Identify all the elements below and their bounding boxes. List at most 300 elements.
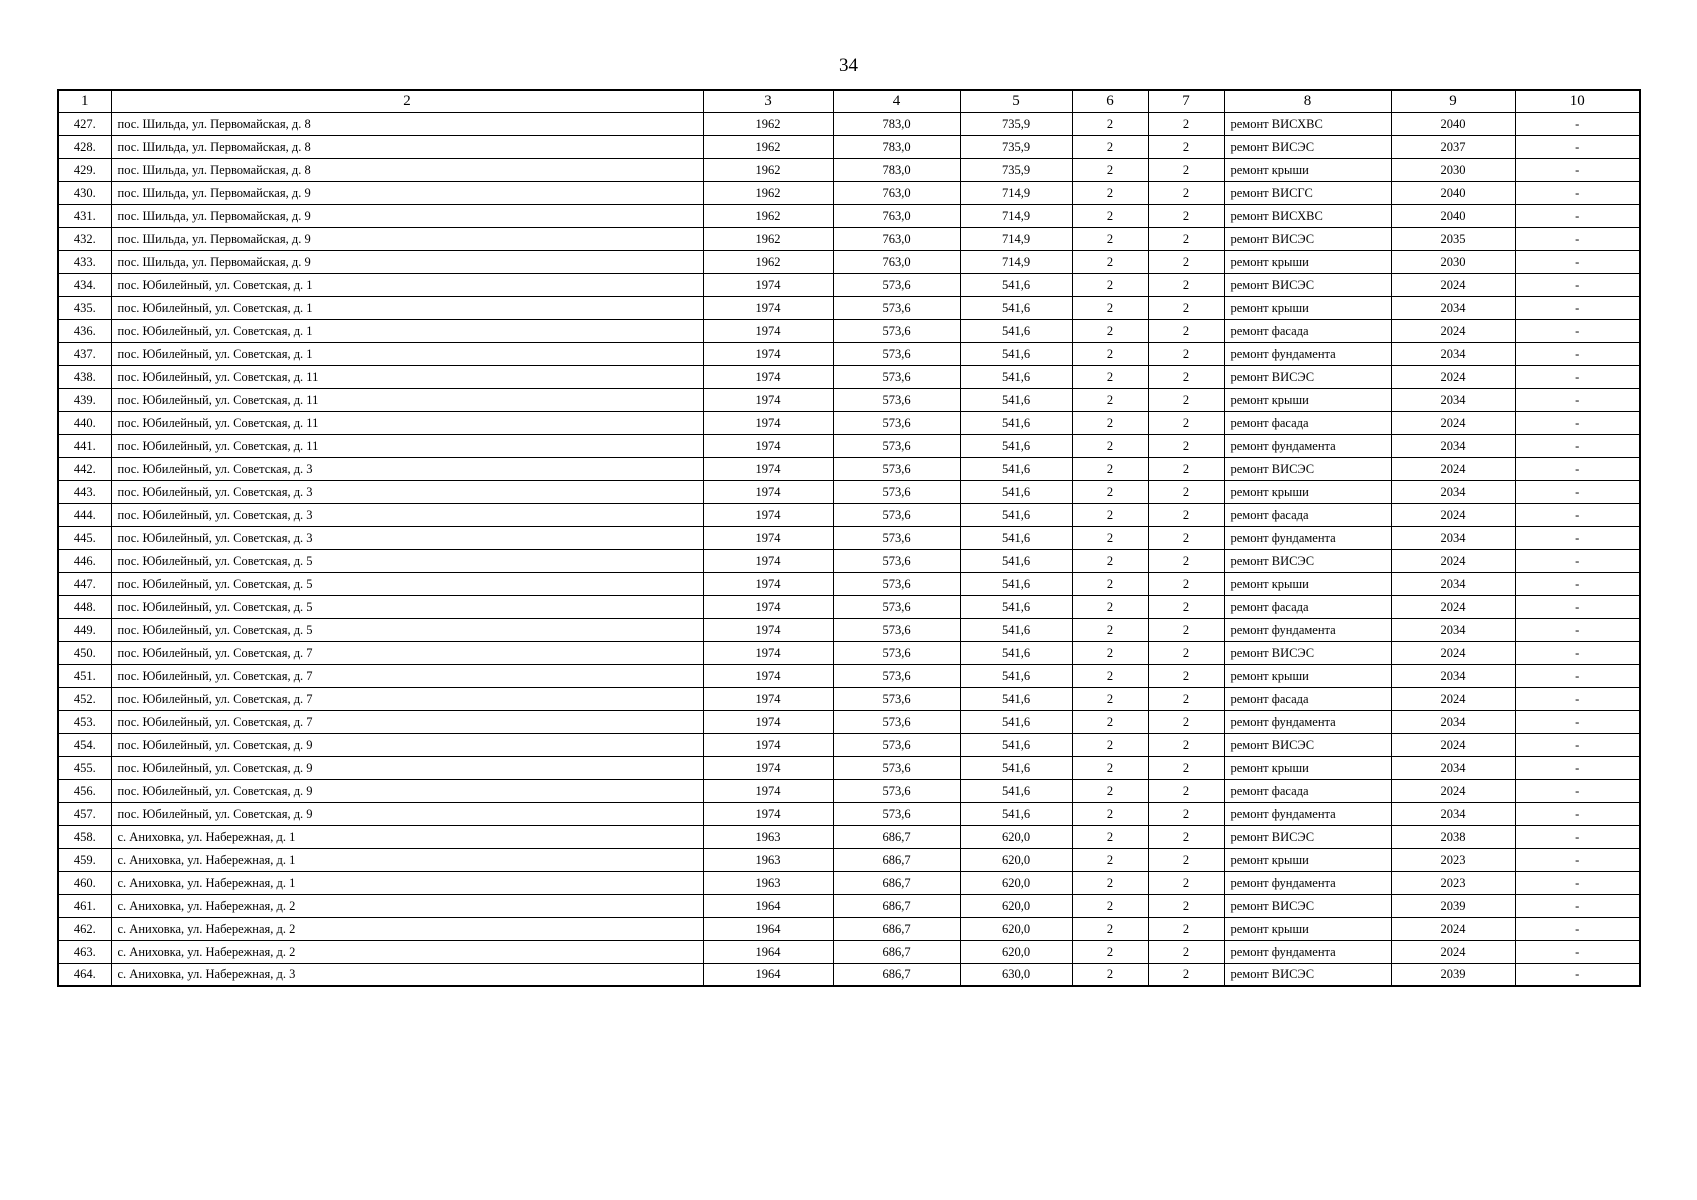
floors-cell: 2 xyxy=(1072,457,1148,480)
planned-year-cell: 2024 xyxy=(1391,503,1515,526)
living-area-cell: 541,6 xyxy=(960,296,1072,319)
entrances-cell: 2 xyxy=(1148,756,1224,779)
year-cell: 1964 xyxy=(703,917,833,940)
year-cell: 1962 xyxy=(703,181,833,204)
note-cell: - xyxy=(1515,457,1640,480)
row-number-cell: 452. xyxy=(58,687,111,710)
total-area-cell: 573,6 xyxy=(833,273,960,296)
living-area-cell: 541,6 xyxy=(960,687,1072,710)
column-header: 3 xyxy=(703,90,833,112)
row-number-cell: 437. xyxy=(58,342,111,365)
floors-cell: 2 xyxy=(1072,181,1148,204)
floors-cell: 2 xyxy=(1072,618,1148,641)
note-cell: - xyxy=(1515,710,1640,733)
table-row xyxy=(58,480,1640,503)
total-area-cell: 573,6 xyxy=(833,664,960,687)
planned-year-cell: 2024 xyxy=(1391,365,1515,388)
work-type-cell: ремонт ВИСЭС xyxy=(1224,227,1391,250)
total-area-cell: 573,6 xyxy=(833,595,960,618)
year-cell: 1974 xyxy=(703,618,833,641)
note-cell: - xyxy=(1515,779,1640,802)
planned-year-cell: 2034 xyxy=(1391,664,1515,687)
total-area-cell: 763,0 xyxy=(833,250,960,273)
year-cell: 1974 xyxy=(703,273,833,296)
note-cell: - xyxy=(1515,802,1640,825)
row-number-cell: 455. xyxy=(58,756,111,779)
living-area-cell: 541,6 xyxy=(960,572,1072,595)
address-cell: пос. Юбилейный, ул. Советская, д. 3 xyxy=(111,503,703,526)
work-type-cell: ремонт фасада xyxy=(1224,503,1391,526)
total-area-cell: 573,6 xyxy=(833,618,960,641)
table-row xyxy=(58,595,1640,618)
floors-cell: 2 xyxy=(1072,549,1148,572)
floors-cell: 2 xyxy=(1072,963,1148,986)
column-header: 7 xyxy=(1148,90,1224,112)
work-type-cell: ремонт ВИСЭС xyxy=(1224,365,1391,388)
note-cell: - xyxy=(1515,917,1640,940)
work-type-cell: ремонт фасада xyxy=(1224,319,1391,342)
address-cell: пос. Юбилейный, ул. Советская, д. 3 xyxy=(111,526,703,549)
address-cell: пос. Юбилейный, ул. Советская, д. 9 xyxy=(111,756,703,779)
planned-year-cell: 2023 xyxy=(1391,871,1515,894)
floors-cell: 2 xyxy=(1072,273,1148,296)
row-number-cell: 461. xyxy=(58,894,111,917)
planned-year-cell: 2024 xyxy=(1391,595,1515,618)
living-area-cell: 541,6 xyxy=(960,388,1072,411)
total-area-cell: 573,6 xyxy=(833,319,960,342)
address-cell: с. Аниховка, ул. Набережная, д. 2 xyxy=(111,894,703,917)
year-cell: 1962 xyxy=(703,158,833,181)
total-area-cell: 573,6 xyxy=(833,411,960,434)
address-cell: пос. Юбилейный, ул. Советская, д. 11 xyxy=(111,411,703,434)
row-number-cell: 439. xyxy=(58,388,111,411)
work-type-cell: ремонт фундамента xyxy=(1224,526,1391,549)
planned-year-cell: 2024 xyxy=(1391,457,1515,480)
work-type-cell: ремонт крыши xyxy=(1224,158,1391,181)
work-type-cell: ремонт фасада xyxy=(1224,687,1391,710)
entrances-cell: 2 xyxy=(1148,296,1224,319)
entrances-cell: 2 xyxy=(1148,273,1224,296)
table-row xyxy=(58,940,1640,963)
note-cell: - xyxy=(1515,296,1640,319)
total-area-cell: 573,6 xyxy=(833,687,960,710)
note-cell: - xyxy=(1515,940,1640,963)
address-cell: пос. Юбилейный, ул. Советская, д. 5 xyxy=(111,618,703,641)
work-type-cell: ремонт ВИСЭС xyxy=(1224,963,1391,986)
work-type-cell: ремонт ВИСЭС xyxy=(1224,641,1391,664)
year-cell: 1974 xyxy=(703,411,833,434)
address-cell: пос. Юбилейный, ул. Советская, д. 7 xyxy=(111,710,703,733)
planned-year-cell: 2038 xyxy=(1391,825,1515,848)
row-number-cell: 463. xyxy=(58,940,111,963)
entrances-cell: 2 xyxy=(1148,549,1224,572)
floors-cell: 2 xyxy=(1072,135,1148,158)
floors-cell: 2 xyxy=(1072,802,1148,825)
entrances-cell: 2 xyxy=(1148,940,1224,963)
work-type-cell: ремонт фундамента xyxy=(1224,434,1391,457)
work-type-cell: ремонт ВИСЭС xyxy=(1224,457,1391,480)
living-area-cell: 541,6 xyxy=(960,779,1072,802)
table-row xyxy=(58,388,1640,411)
living-area-cell: 541,6 xyxy=(960,526,1072,549)
floors-cell: 2 xyxy=(1072,664,1148,687)
entrances-cell: 2 xyxy=(1148,825,1224,848)
note-cell: - xyxy=(1515,273,1640,296)
note-cell: - xyxy=(1515,572,1640,595)
column-header: 5 xyxy=(960,90,1072,112)
entrances-cell: 2 xyxy=(1148,664,1224,687)
living-area-cell: 541,6 xyxy=(960,710,1072,733)
total-area-cell: 783,0 xyxy=(833,158,960,181)
total-area-cell: 686,7 xyxy=(833,894,960,917)
living-area-cell: 541,6 xyxy=(960,733,1072,756)
total-area-cell: 573,6 xyxy=(833,641,960,664)
year-cell: 1974 xyxy=(703,756,833,779)
total-area-cell: 573,6 xyxy=(833,802,960,825)
row-number-cell: 433. xyxy=(58,250,111,273)
row-number-cell: 457. xyxy=(58,802,111,825)
living-area-cell: 541,6 xyxy=(960,457,1072,480)
living-area-cell: 735,9 xyxy=(960,112,1072,135)
column-header: 10 xyxy=(1515,90,1640,112)
table-row xyxy=(58,365,1640,388)
row-number-cell: 462. xyxy=(58,917,111,940)
work-type-cell: ремонт крыши xyxy=(1224,296,1391,319)
row-number-cell: 429. xyxy=(58,158,111,181)
year-cell: 1974 xyxy=(703,434,833,457)
entrances-cell: 2 xyxy=(1148,181,1224,204)
living-area-cell: 620,0 xyxy=(960,894,1072,917)
living-area-cell: 541,6 xyxy=(960,411,1072,434)
living-area-cell: 620,0 xyxy=(960,825,1072,848)
address-cell: пос. Юбилейный, ул. Советская, д. 7 xyxy=(111,687,703,710)
planned-year-cell: 2040 xyxy=(1391,181,1515,204)
table-row xyxy=(58,641,1640,664)
year-cell: 1963 xyxy=(703,825,833,848)
total-area-cell: 783,0 xyxy=(833,135,960,158)
work-type-cell: ремонт фундамента xyxy=(1224,710,1391,733)
planned-year-cell: 2034 xyxy=(1391,710,1515,733)
year-cell: 1964 xyxy=(703,894,833,917)
entrances-cell: 2 xyxy=(1148,894,1224,917)
note-cell: - xyxy=(1515,388,1640,411)
row-number-cell: 445. xyxy=(58,526,111,549)
living-area-cell: 620,0 xyxy=(960,917,1072,940)
total-area-cell: 573,6 xyxy=(833,480,960,503)
address-cell: пос. Юбилейный, ул. Советская, д. 1 xyxy=(111,319,703,342)
planned-year-cell: 2024 xyxy=(1391,411,1515,434)
living-area-cell: 714,9 xyxy=(960,227,1072,250)
row-number-cell: 434. xyxy=(58,273,111,296)
entrances-cell: 2 xyxy=(1148,848,1224,871)
living-area-cell: 541,6 xyxy=(960,342,1072,365)
planned-year-cell: 2024 xyxy=(1391,273,1515,296)
table-row xyxy=(58,112,1640,135)
planned-year-cell: 2039 xyxy=(1391,894,1515,917)
work-type-cell: ремонт ВИСЭС xyxy=(1224,825,1391,848)
work-type-cell: ремонт ВИСЭС xyxy=(1224,549,1391,572)
floors-cell: 2 xyxy=(1072,917,1148,940)
table-row xyxy=(58,526,1640,549)
planned-year-cell: 2034 xyxy=(1391,572,1515,595)
address-cell: пос. Юбилейный, ул. Советская, д. 1 xyxy=(111,296,703,319)
row-number-cell: 430. xyxy=(58,181,111,204)
entrances-cell: 2 xyxy=(1148,963,1224,986)
planned-year-cell: 2034 xyxy=(1391,802,1515,825)
year-cell: 1974 xyxy=(703,595,833,618)
entrances-cell: 2 xyxy=(1148,595,1224,618)
year-cell: 1962 xyxy=(703,112,833,135)
year-cell: 1962 xyxy=(703,204,833,227)
living-area-cell: 714,9 xyxy=(960,181,1072,204)
work-type-cell: ремонт ВИСЭС xyxy=(1224,135,1391,158)
column-header: 1 xyxy=(58,90,111,112)
entrances-cell: 2 xyxy=(1148,802,1224,825)
living-area-cell: 735,9 xyxy=(960,135,1072,158)
work-type-cell: ремонт фундамента xyxy=(1224,802,1391,825)
address-cell: пос. Юбилейный, ул. Советская, д. 11 xyxy=(111,434,703,457)
work-type-cell: ремонт крыши xyxy=(1224,848,1391,871)
planned-year-cell: 2035 xyxy=(1391,227,1515,250)
table-row xyxy=(58,710,1640,733)
note-cell: - xyxy=(1515,963,1640,986)
row-number-cell: 464. xyxy=(58,963,111,986)
planned-year-cell: 2024 xyxy=(1391,917,1515,940)
planned-year-cell: 2034 xyxy=(1391,434,1515,457)
table-row xyxy=(58,342,1640,365)
total-area-cell: 763,0 xyxy=(833,227,960,250)
row-number-cell: 449. xyxy=(58,618,111,641)
living-area-cell: 541,6 xyxy=(960,480,1072,503)
note-cell: - xyxy=(1515,618,1640,641)
address-cell: пос. Юбилейный, ул. Советская, д. 7 xyxy=(111,664,703,687)
address-cell: пос. Юбилейный, ул. Советская, д. 11 xyxy=(111,365,703,388)
total-area-cell: 573,6 xyxy=(833,779,960,802)
column-header: 8 xyxy=(1224,90,1391,112)
year-cell: 1974 xyxy=(703,733,833,756)
entrances-cell: 2 xyxy=(1148,135,1224,158)
table-row xyxy=(58,457,1640,480)
total-area-cell: 686,7 xyxy=(833,917,960,940)
entrances-cell: 2 xyxy=(1148,641,1224,664)
floors-cell: 2 xyxy=(1072,158,1148,181)
work-type-cell: ремонт фасада xyxy=(1224,779,1391,802)
entrances-cell: 2 xyxy=(1148,733,1224,756)
year-cell: 1974 xyxy=(703,641,833,664)
year-cell: 1974 xyxy=(703,549,833,572)
note-cell: - xyxy=(1515,181,1640,204)
work-type-cell: ремонт фундамента xyxy=(1224,618,1391,641)
address-cell: пос. Шильда, ул. Первомайская, д. 9 xyxy=(111,181,703,204)
entrances-cell: 2 xyxy=(1148,204,1224,227)
total-area-cell: 573,6 xyxy=(833,388,960,411)
floors-cell: 2 xyxy=(1072,388,1148,411)
row-number-cell: 438. xyxy=(58,365,111,388)
entrances-cell: 2 xyxy=(1148,411,1224,434)
table-row xyxy=(58,273,1640,296)
total-area-cell: 573,6 xyxy=(833,365,960,388)
total-area-cell: 573,6 xyxy=(833,342,960,365)
work-type-cell: ремонт ВИСГС xyxy=(1224,181,1391,204)
table-row xyxy=(58,618,1640,641)
address-cell: пос. Юбилейный, ул. Советская, д. 11 xyxy=(111,388,703,411)
living-area-cell: 541,6 xyxy=(960,503,1072,526)
note-cell: - xyxy=(1515,687,1640,710)
register-table xyxy=(57,89,1641,987)
year-cell: 1974 xyxy=(703,457,833,480)
entrances-cell: 2 xyxy=(1148,250,1224,273)
total-area-cell: 573,6 xyxy=(833,572,960,595)
floors-cell: 2 xyxy=(1072,342,1148,365)
entrances-cell: 2 xyxy=(1148,779,1224,802)
floors-cell: 2 xyxy=(1072,572,1148,595)
address-cell: пос. Юбилейный, ул. Советская, д. 9 xyxy=(111,802,703,825)
living-area-cell: 541,6 xyxy=(960,756,1072,779)
table-row xyxy=(58,963,1640,986)
address-cell: пос. Юбилейный, ул. Советская, д. 5 xyxy=(111,595,703,618)
floors-cell: 2 xyxy=(1072,825,1148,848)
note-cell: - xyxy=(1515,158,1640,181)
row-number-cell: 443. xyxy=(58,480,111,503)
entrances-cell: 2 xyxy=(1148,342,1224,365)
floors-cell: 2 xyxy=(1072,434,1148,457)
planned-year-cell: 2034 xyxy=(1391,296,1515,319)
work-type-cell: ремонт крыши xyxy=(1224,572,1391,595)
column-header: 4 xyxy=(833,90,960,112)
row-number-cell: 446. xyxy=(58,549,111,572)
entrances-cell: 2 xyxy=(1148,526,1224,549)
living-area-cell: 620,0 xyxy=(960,871,1072,894)
living-area-cell: 620,0 xyxy=(960,940,1072,963)
table-row xyxy=(58,204,1640,227)
column-header: 6 xyxy=(1072,90,1148,112)
planned-year-cell: 2024 xyxy=(1391,641,1515,664)
planned-year-cell: 2024 xyxy=(1391,733,1515,756)
entrances-cell: 2 xyxy=(1148,871,1224,894)
table-row xyxy=(58,664,1640,687)
floors-cell: 2 xyxy=(1072,779,1148,802)
total-area-cell: 573,6 xyxy=(833,526,960,549)
entrances-cell: 2 xyxy=(1148,572,1224,595)
note-cell: - xyxy=(1515,342,1640,365)
note-cell: - xyxy=(1515,434,1640,457)
year-cell: 1974 xyxy=(703,572,833,595)
living-area-cell: 541,6 xyxy=(960,434,1072,457)
total-area-cell: 573,6 xyxy=(833,710,960,733)
total-area-cell: 686,7 xyxy=(833,825,960,848)
total-area-cell: 686,7 xyxy=(833,848,960,871)
address-cell: с. Аниховка, ул. Набережная, д. 2 xyxy=(111,940,703,963)
floors-cell: 2 xyxy=(1072,480,1148,503)
year-cell: 1974 xyxy=(703,802,833,825)
living-area-cell: 714,9 xyxy=(960,250,1072,273)
living-area-cell: 541,6 xyxy=(960,664,1072,687)
living-area-cell: 541,6 xyxy=(960,802,1072,825)
table-row xyxy=(58,848,1640,871)
floors-cell: 2 xyxy=(1072,112,1148,135)
work-type-cell: ремонт фасада xyxy=(1224,595,1391,618)
total-area-cell: 573,6 xyxy=(833,756,960,779)
floors-cell: 2 xyxy=(1072,641,1148,664)
note-cell: - xyxy=(1515,227,1640,250)
entrances-cell: 2 xyxy=(1148,434,1224,457)
work-type-cell: ремонт крыши xyxy=(1224,756,1391,779)
floors-cell: 2 xyxy=(1072,319,1148,342)
entrances-cell: 2 xyxy=(1148,319,1224,342)
table-row xyxy=(58,296,1640,319)
work-type-cell: ремонт ВИСЭС xyxy=(1224,273,1391,296)
total-area-cell: 573,6 xyxy=(833,434,960,457)
floors-cell: 2 xyxy=(1072,871,1148,894)
total-area-cell: 686,7 xyxy=(833,963,960,986)
entrances-cell: 2 xyxy=(1148,388,1224,411)
floors-cell: 2 xyxy=(1072,411,1148,434)
year-cell: 1974 xyxy=(703,779,833,802)
table-row xyxy=(58,158,1640,181)
row-number-cell: 448. xyxy=(58,595,111,618)
work-type-cell: ремонт ВИСХВС xyxy=(1224,204,1391,227)
column-header: 2 xyxy=(111,90,703,112)
table-row xyxy=(58,227,1640,250)
year-cell: 1974 xyxy=(703,480,833,503)
planned-year-cell: 2024 xyxy=(1391,549,1515,572)
address-cell: пос. Юбилейный, ул. Советская, д. 5 xyxy=(111,572,703,595)
planned-year-cell: 2034 xyxy=(1391,342,1515,365)
note-cell: - xyxy=(1515,319,1640,342)
work-type-cell: ремонт ВИСЭС xyxy=(1224,894,1391,917)
row-number-cell: 458. xyxy=(58,825,111,848)
planned-year-cell: 2040 xyxy=(1391,112,1515,135)
planned-year-cell: 2024 xyxy=(1391,940,1515,963)
address-cell: пос. Шильда, ул. Первомайская, д. 9 xyxy=(111,204,703,227)
address-cell: пос. Шильда, ул. Первомайская, д. 8 xyxy=(111,158,703,181)
work-type-cell: ремонт фундамента xyxy=(1224,871,1391,894)
planned-year-cell: 2034 xyxy=(1391,388,1515,411)
planned-year-cell: 2024 xyxy=(1391,687,1515,710)
floors-cell: 2 xyxy=(1072,204,1148,227)
address-cell: пос. Юбилейный, ул. Советская, д. 1 xyxy=(111,273,703,296)
address-cell: пос. Юбилейный, ул. Советская, д. 3 xyxy=(111,480,703,503)
entrances-cell: 2 xyxy=(1148,158,1224,181)
table-row xyxy=(58,756,1640,779)
row-number-cell: 447. xyxy=(58,572,111,595)
note-cell: - xyxy=(1515,135,1640,158)
living-area-cell: 541,6 xyxy=(960,641,1072,664)
floors-cell: 2 xyxy=(1072,526,1148,549)
total-area-cell: 573,6 xyxy=(833,733,960,756)
table-row xyxy=(58,572,1640,595)
table-row xyxy=(58,319,1640,342)
living-area-cell: 735,9 xyxy=(960,158,1072,181)
floors-cell: 2 xyxy=(1072,365,1148,388)
year-cell: 1974 xyxy=(703,526,833,549)
year-cell: 1974 xyxy=(703,342,833,365)
row-number-cell: 460. xyxy=(58,871,111,894)
planned-year-cell: 2034 xyxy=(1391,480,1515,503)
total-area-cell: 573,6 xyxy=(833,503,960,526)
entrances-cell: 2 xyxy=(1148,480,1224,503)
floors-cell: 2 xyxy=(1072,756,1148,779)
living-area-cell: 541,6 xyxy=(960,273,1072,296)
year-cell: 1974 xyxy=(703,687,833,710)
note-cell: - xyxy=(1515,756,1640,779)
table-row xyxy=(58,549,1640,572)
table-row xyxy=(58,917,1640,940)
work-type-cell: ремонт крыши xyxy=(1224,917,1391,940)
row-number-cell: 428. xyxy=(58,135,111,158)
address-cell: пос. Юбилейный, ул. Советская, д. 9 xyxy=(111,779,703,802)
year-cell: 1964 xyxy=(703,940,833,963)
